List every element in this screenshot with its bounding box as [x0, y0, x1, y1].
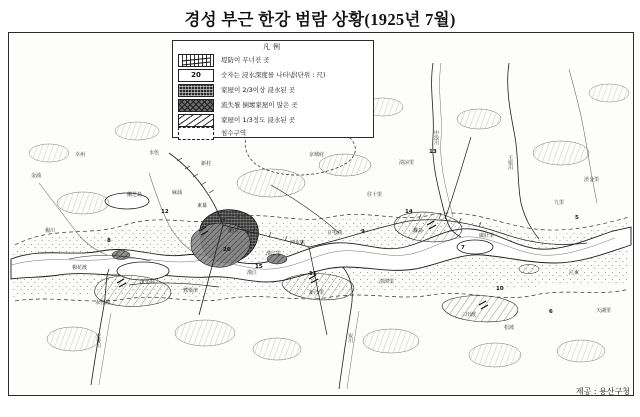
- legend-label: 家屋이 2/3이상 浸水된 곳: [221, 85, 296, 94]
- legend-title: 凡例: [263, 43, 283, 51]
- legend-label: 堤防이 무너진 곳: [221, 55, 270, 64]
- place-label: 天湖里: [596, 308, 612, 314]
- depth-number: 7: [461, 245, 465, 251]
- place-label: 新村: [201, 161, 212, 167]
- place-label: 楊川: [45, 228, 56, 234]
- depth-number: 20: [223, 247, 231, 253]
- place-label: 豆毛浦: [327, 230, 343, 236]
- legend-item-two-thirds-flooded: [178, 83, 368, 97]
- place-label: 江東: [569, 270, 580, 276]
- place-label: 炭川: [347, 333, 353, 343]
- place-label: 纛島: [413, 228, 424, 234]
- place-label: 中浪川: [433, 130, 439, 145]
- mid-hatch-icon: [178, 99, 214, 112]
- place-label: 九里: [554, 200, 565, 206]
- place-label: 東幕: [197, 203, 208, 209]
- depth-number: 6: [549, 309, 553, 315]
- place-label: 淸潭里: [379, 279, 395, 285]
- place-label: 漢江里: [266, 251, 282, 257]
- credit-line: 제공 : 용산구청: [575, 387, 630, 396]
- depth-number: 11: [309, 271, 317, 277]
- place-label: 王宿川: [507, 155, 513, 170]
- levee-break-icon: [178, 54, 214, 67]
- place-label: 安養川: [95, 333, 101, 348]
- place-label: 淸凉里: [399, 160, 415, 166]
- place-label: 永登浦: [95, 300, 111, 306]
- depth-number: 15: [255, 264, 263, 270]
- depth-number: 8: [107, 238, 111, 244]
- legend-item-depth-number: [178, 68, 368, 82]
- depth-number-icon: 20: [178, 69, 214, 82]
- place-label: 金浦: [31, 173, 42, 179]
- legend-item-flood-area: [178, 126, 368, 140]
- depth-number: 13: [429, 149, 437, 155]
- place-label: 鷺梁津: [183, 288, 199, 294]
- dashed-area-icon: [178, 127, 214, 140]
- depth-number: 14: [405, 209, 413, 215]
- place-label: 水色: [149, 150, 160, 156]
- place-label: 三田渡: [461, 312, 477, 318]
- legend-item-one-third-flooded: [178, 113, 368, 127]
- depth-number: 12: [161, 209, 169, 215]
- place-label: 西氷庫: [290, 240, 306, 246]
- place-label: 蘭芝島: [127, 192, 143, 198]
- legend-label: 숫자는 浸水深度를 나타냄(단위 : 尺): [221, 70, 326, 79]
- dense-hatch-icon: [178, 84, 214, 97]
- place-label: 新沙里: [309, 290, 325, 296]
- depth-number: 10: [496, 286, 504, 292]
- place-label: 楊花渡: [72, 265, 88, 271]
- page-title: 경성 부근 한강 범람 상황(1925년 7월): [184, 10, 456, 29]
- legend: [172, 40, 374, 138]
- legend-item-levee-break: [178, 53, 368, 67]
- place-label: 幸州: [75, 152, 86, 158]
- place-label: 廣壯里: [479, 233, 495, 239]
- legend-item-washed-away: [178, 98, 368, 112]
- place-label: 渼金里: [584, 177, 600, 183]
- place-label: 龍山: [228, 228, 239, 234]
- place-label: 汝矣島: [140, 279, 156, 285]
- depth-number: 9: [361, 229, 365, 235]
- light-hatch-icon: [178, 114, 214, 127]
- place-label: 京城府: [309, 152, 325, 158]
- legend-label: 家屋이 1/3정도 浸水된 곳: [221, 115, 296, 124]
- legend-label: 침수구역: [221, 128, 247, 137]
- place-label: 松坡: [504, 325, 515, 331]
- place-label: 麻浦: [172, 190, 183, 196]
- legend-label: 流失될 倒壞家屋이 많은 곳: [221, 100, 298, 109]
- place-label: 往十里: [367, 192, 383, 198]
- place-label: 漢江: [247, 270, 258, 276]
- map-frame: [8, 32, 634, 396]
- depth-number: 5: [575, 215, 579, 221]
